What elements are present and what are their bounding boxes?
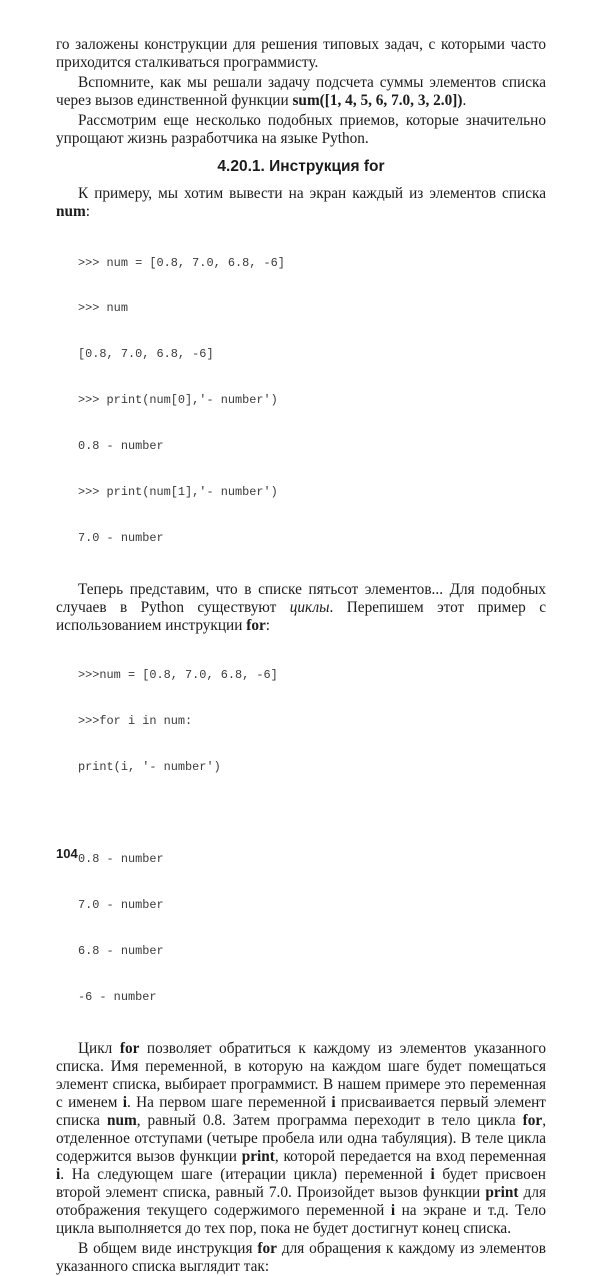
text-run: для отображения текущего содержимого переменной [56, 1183, 546, 1219]
inline-code-for: for [257, 1239, 277, 1257]
inline-code-num: num [106, 1111, 137, 1129]
emphasis-cycles: циклы [289, 598, 330, 616]
paragraph-6 [56, 1040, 546, 1238]
paragraph-5-text-2: . Перепишем этот пример с использованием инструкции [56, 598, 546, 634]
page-number: 104 [56, 846, 78, 861]
inline-code-for: for [522, 1111, 543, 1129]
code-line: >>> num = [0.8, 7.0, 6.8, -6] [78, 255, 285, 270]
code-line: [0.8, 7.0, 6.8, -6] [78, 347, 214, 362]
text-run: позволяет обратиться к каждому из элементов указанного списка. Имя переменной, в которую на каждом шаге будет помещаться элемент списка, выбирает программист. В нашем примере это переменная с именем [56, 1039, 546, 1111]
inline-code-num: num [56, 203, 86, 220]
inline-code-i: i [390, 1201, 396, 1219]
paragraph-7-text: В общем виде инструкция [78, 1239, 258, 1257]
text-run: присваивается первый элемент списка [56, 1093, 546, 1129]
paragraph-7-end: для обращения к каждому из элементов указанного списка выглядит так: [56, 1239, 547, 1275]
paragraph-4-end: : [85, 203, 91, 220]
text-run: , равный 0.8. Затем программа переходит в тело цикла [136, 1111, 523, 1129]
code-line: 0.8 - number [78, 851, 164, 866]
paragraph-5-text: Теперь представим, что в списке пятьсот элементов... Для подобных случаев в Python существуют [56, 580, 546, 616]
paragraph-7 [56, 1240, 546, 1276]
paragraph-5 [56, 581, 546, 635]
section-heading: 4.20.1. Инструкция for [217, 158, 385, 175]
paragraph-2 [56, 74, 546, 110]
inline-code-i: i [430, 1165, 435, 1183]
inline-code-print: print [241, 1147, 275, 1165]
paragraph-2-text: Вспомните, как мы решали задачу подсчета суммы элементов списка через вызов единственной функции [56, 74, 546, 109]
code-block-2 [78, 638, 546, 1036]
code-line: >>> print(num[0],'- number') [78, 393, 278, 408]
inline-code-i: i [56, 1165, 61, 1183]
inline-code-for: for [246, 616, 266, 634]
code-line-blank [78, 806, 546, 821]
code-block-1 [78, 225, 546, 577]
paragraph-5-end: : [265, 616, 271, 634]
code-line: 7.0 - number [78, 530, 164, 545]
code-line: >>>for i in num: [78, 714, 193, 729]
code-line: print(i, '- number') [78, 760, 221, 775]
code-line: >>> num [78, 301, 128, 316]
text-run: . На первом шаге переменной [126, 1093, 332, 1111]
text-run: Цикл [78, 1039, 120, 1057]
code-line: 6.8 - number [78, 943, 164, 958]
code-line: -6 - number [78, 989, 157, 1004]
inline-code-print: print [485, 1183, 519, 1201]
inline-code-i: i [331, 1093, 336, 1111]
inline-code-sum: sum([1, 4, 5, 6, 7.0, 3, 2.0]) [292, 92, 463, 109]
code-line: 0.8 - number [78, 439, 164, 454]
paragraph-4 [56, 185, 546, 221]
code-line: 7.0 - number [78, 897, 164, 912]
text-run: , отделенное отступами (четыре пробела или одна табуляция). В теле цикла содержится вызов функции [56, 1111, 547, 1165]
text-run: на экране и т.д. Тело цикла выполняется до тех пор, пока не будет достигнут конец списка. [56, 1201, 547, 1237]
inline-code-for: for [119, 1039, 140, 1057]
inline-code-i: i [122, 1093, 127, 1111]
paragraph-2-end: . [462, 92, 467, 109]
code-line: >>> print(num[1],'- number') [78, 485, 278, 500]
text-run: будет присвоен второй элемент списка, равный 7.0. Произойдет вызов функции [56, 1165, 546, 1201]
page-body [56, 36, 546, 1276]
code-line: >>>num = [0.8, 7.0, 6.8, -6] [78, 668, 278, 683]
text-run: , которой передается на вход переменная [274, 1147, 546, 1165]
text-run: . На следующем шаге (итерации цикла) переменной [60, 1165, 431, 1183]
paragraph-1: го заложены конструкции для решения типовых задач, с которыми часто приходится сталкиваться программисту. [56, 36, 546, 71]
paragraph-4-text: К примеру, мы хотим вывести на экран каждый из элементов списка [78, 185, 546, 202]
paragraph-3: Рассмотрим еще несколько подобных приемов, которые значительно упрощают жизнь разработчика на языке Python. [56, 112, 546, 147]
